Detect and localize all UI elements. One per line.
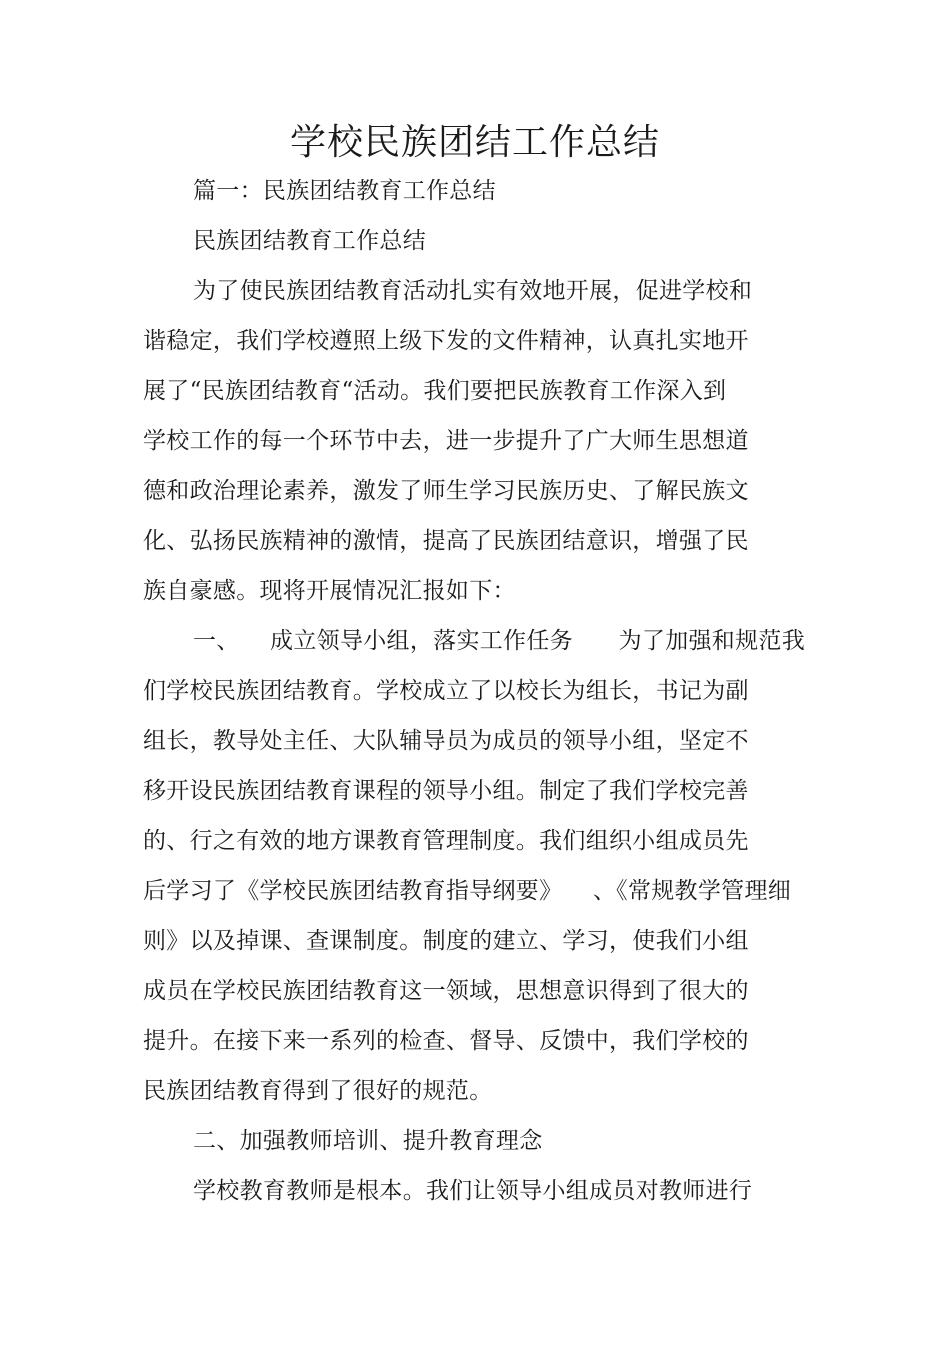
paragraph-line: 组长，教导处主任、大队辅导员为成员的领导小组，坚定不 [143, 728, 749, 754]
paragraph-line: 德和政治理论素养，激发了师生学习民族历史、了解民族文 [143, 478, 749, 504]
paragraph-line: 为了使民族团结教育活动扎实有效地开展，促进学校和 [193, 278, 753, 304]
paragraph-line: 化、弘扬民族精神的激情，提高了民族团结意识，增强了民 [143, 528, 749, 554]
paragraph-line: 的、行之有效的地方课教育管理制度。我们组织小组成员先 [143, 828, 749, 854]
section-heading: 二、加强教师培训、提升教育理念 [193, 1128, 543, 1154]
paragraph-line: 民族团结教育得到了很好的规范。 [143, 1078, 493, 1104]
paragraph-line: 则》以及掉课、查课制度。制度的建立、学习，使我们小组 [143, 928, 749, 954]
section-heading: 民族团结教育工作总结 [193, 228, 426, 254]
paragraph-line: 谐稳定，我们学校遵照上级下发的文件精神，认真扎实地开 [143, 328, 749, 354]
paragraph-line: 学校教育教师是根本。我们让领导小组成员对教师进行 [193, 1178, 753, 1204]
paragraph-line: 成员在学校民族团结教育这一领域，思想意识得到了很大的 [143, 978, 749, 1004]
paragraph-line: 们学校民族团结教育。学校成立了以校长为组长，书记为副 [143, 678, 749, 704]
subtitle-line: 篇一：民族团结教育工作总结 [193, 178, 496, 204]
paragraph-line: 学校工作的每一个环节中去，进一步提升了广大师生思想道 [143, 428, 749, 454]
document-title: 学校民族团结工作总结 [289, 122, 660, 163]
paragraph-line: 提升。在接下来一系列的检查、督导、反馈中，我们学校的 [143, 1028, 749, 1054]
paragraph-line: 族自豪感。现将开展情况汇报如下： [143, 578, 516, 604]
section-line: 一、 成立领导小组，落实工作任务 为了加强和规范我 [193, 628, 806, 654]
paragraph-line: 展了“民族团结教育“活动。我们要把民族教育工作深入到 [143, 378, 727, 404]
paragraph-line: 移开设民族团结教育课程的领导小组。制定了我们学校完善 [143, 778, 749, 804]
paragraph-line: 后学习了《学校民族团结教育指导纲要》 、《常规教学管理细 [143, 878, 792, 904]
